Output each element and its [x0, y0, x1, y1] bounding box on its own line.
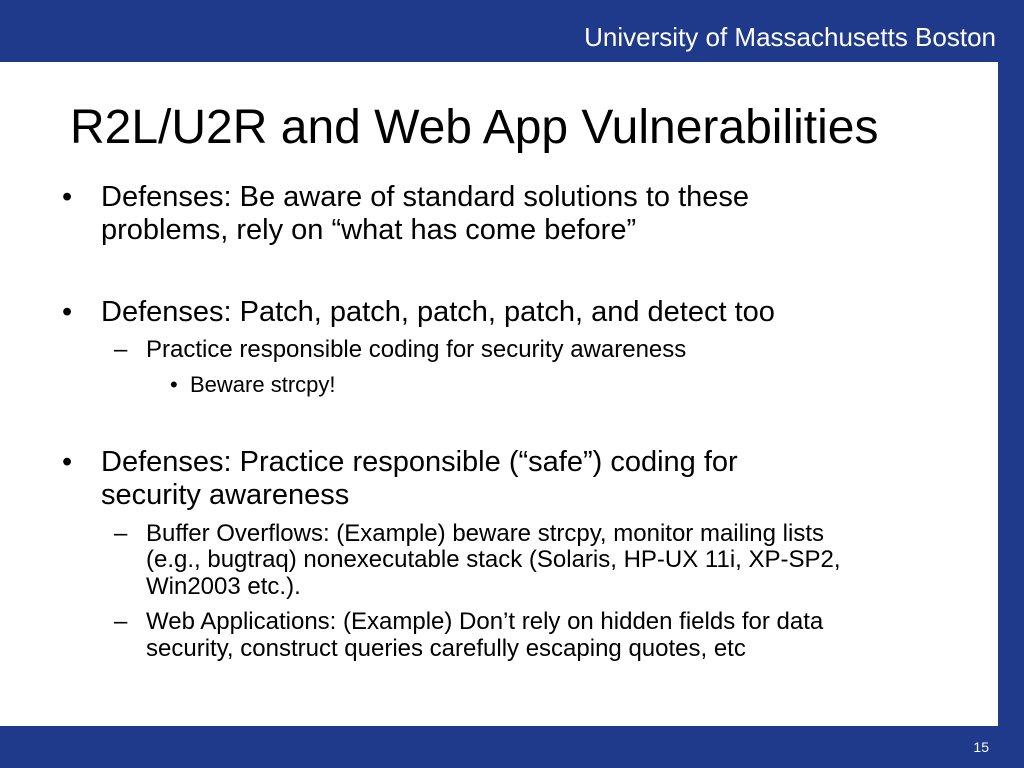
bullet-glyph: • [62, 181, 73, 213]
bullet-glyph: – [114, 336, 128, 363]
bullet-text-line: Web Applications: (Example) Don’t rely on hidden fields for data [146, 608, 824, 635]
bullet-glyph: – [114, 608, 128, 635]
bullet-glyph: • [62, 296, 73, 328]
institution-name: University of Massachusetts Boston [584, 22, 996, 52]
bullet-text-line: security awareness [101, 479, 350, 511]
bullet-text-line: Win2003 etc.). [146, 573, 301, 600]
header-bar [0, 0, 1024, 62]
bullet-text-line: Buffer Overflows: (Example) beware strcpy, monitor mailing lists [146, 520, 824, 547]
bullet-text-line: Defenses: Be aware of standard solutions to these [101, 181, 750, 213]
bullet-text-line: Defenses: Patch, patch, patch, patch, and detect too [101, 296, 775, 328]
right-border-bar [998, 62, 1024, 726]
bullet-text-line: security, construct queries carefully escaping quotes, etc [146, 635, 746, 662]
bullet-text-line: Beware strcpy! [190, 372, 336, 397]
footer-bar [0, 726, 1024, 768]
bullet-text-line: problems, rely on “what has come before” [101, 214, 637, 246]
bullet-text-line: Defenses: Practice responsible (“safe”) coding for [101, 446, 738, 478]
bullet-glyph: • [62, 446, 73, 478]
bullet-text-line: (e.g., bugtraq) nonexecutable stack (Solaris, HP-UX 11i, XP-SP2, [146, 546, 841, 573]
bullet-glyph: – [114, 520, 128, 547]
slide-title: R2L/U2R and Web App Vulnerabilities [70, 101, 879, 154]
slide-number: 15 [973, 739, 989, 755]
bullet-text-line: Practice responsible coding for security awareness [146, 336, 687, 363]
bullet-glyph: • [170, 372, 178, 397]
